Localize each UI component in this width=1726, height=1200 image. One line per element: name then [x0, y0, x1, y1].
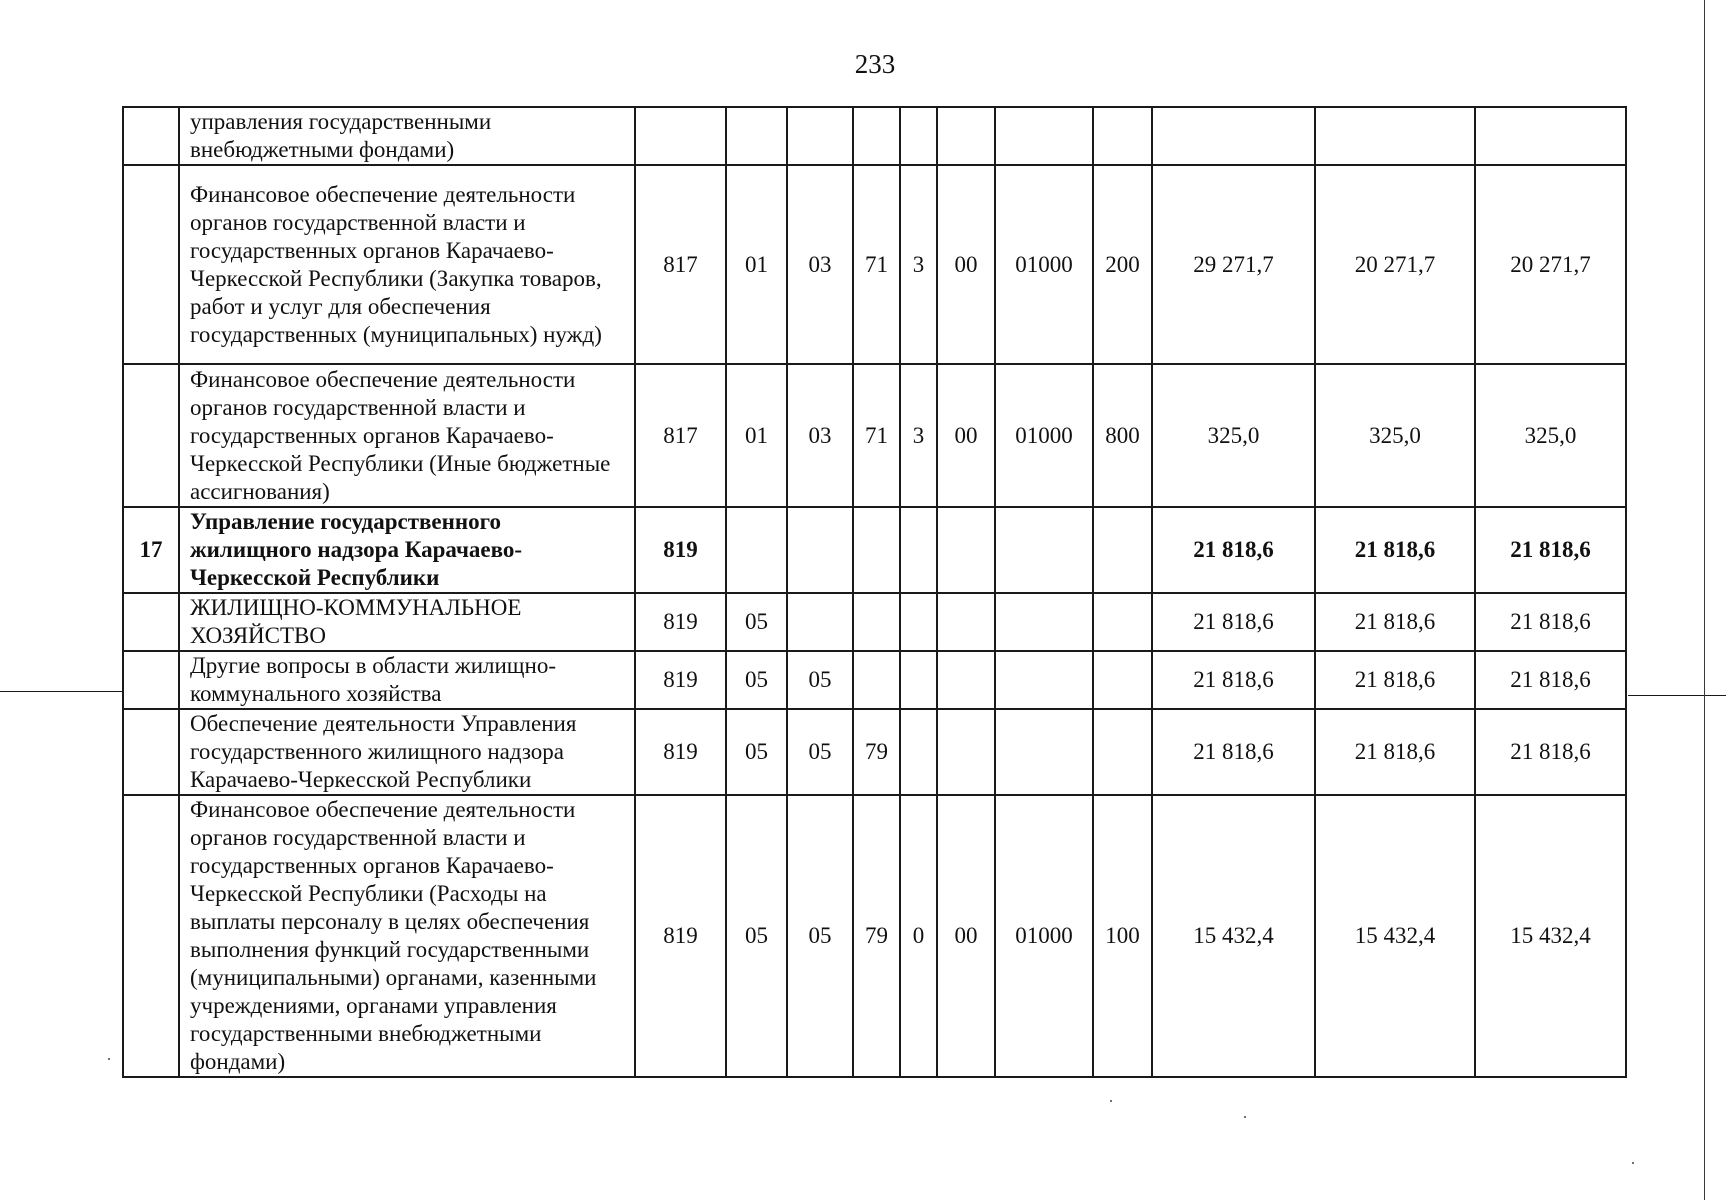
row-name-cell: Обеспечение деятельности Управления государственного жилищного надзора Карачаево-Черкесской Республики — [179, 709, 635, 795]
activity-code-cell — [937, 709, 995, 795]
admin-code-cell: 817 — [635, 165, 726, 364]
program-code-cell — [853, 507, 900, 593]
amount-year3-cell: 20 271,7 — [1475, 165, 1626, 364]
section-code-cell: 05 — [726, 651, 787, 709]
subsection-code-cell: 03 — [787, 165, 853, 364]
row-name-cell: Финансовое обеспечение деятельности органов государственной власти и государственных органов Карачаево-Черкесской Республики (Иные бюджетные ассигнования) — [179, 364, 635, 507]
amount-year3-cell: 325,0 — [1475, 364, 1626, 507]
direction-code-cell: 01000 — [995, 795, 1093, 1077]
amount-year2-cell — [1315, 107, 1475, 165]
admin-code-cell: 819 — [635, 795, 726, 1077]
expense-type-cell: 200 — [1093, 165, 1152, 364]
row-name-cell: управления государственными внебюджетными фондами) — [179, 107, 635, 165]
right-margin-rule — [1628, 695, 1726, 696]
table-row — [123, 795, 1626, 1077]
scan-speck — [1110, 1100, 1112, 1102]
direction-code-cell — [995, 107, 1093, 165]
amount-year3-cell: 15 432,4 — [1475, 795, 1626, 1077]
budget-table — [122, 106, 1627, 1078]
row-number-cell — [123, 593, 179, 651]
amount-year3-cell — [1475, 107, 1626, 165]
left-margin-rule — [0, 691, 122, 692]
subsection-code-cell — [787, 107, 853, 165]
row-name-cell: Управление государственного жилищного надзора Карачаево-Черкесской Республики — [179, 507, 635, 593]
row-number-cell — [123, 709, 179, 795]
subprogram-code-cell — [900, 107, 937, 165]
amount-year1-cell — [1152, 107, 1315, 165]
amount-year1-cell: 21 818,6 — [1152, 709, 1315, 795]
table-row — [123, 593, 1626, 651]
amount-year2-cell: 21 818,6 — [1315, 593, 1475, 651]
budget-table-body — [123, 107, 1626, 1077]
table-row — [123, 709, 1626, 795]
row-name-cell: Финансовое обеспечение деятельности органов государственной власти и государственных органов Карачаево-Черкесской Республики (Закупка товаров, работ и услуг для обеспечения государственных (муниципальных) нужд) — [179, 165, 635, 364]
section-code-cell — [726, 107, 787, 165]
expense-type-cell — [1093, 651, 1152, 709]
amount-year2-cell: 325,0 — [1315, 364, 1475, 507]
activity-code-cell: 00 — [937, 165, 995, 364]
row-number-cell: 17 — [123, 507, 179, 593]
program-code-cell: 71 — [853, 364, 900, 507]
table-row — [123, 651, 1626, 709]
expense-type-cell — [1093, 107, 1152, 165]
program-code-cell — [853, 107, 900, 165]
activity-code-cell: 00 — [937, 795, 995, 1077]
subprogram-code-cell — [900, 507, 937, 593]
activity-code-cell — [937, 593, 995, 651]
admin-code-cell — [635, 107, 726, 165]
amount-year2-cell: 21 818,6 — [1315, 651, 1475, 709]
direction-code-cell: 01000 — [995, 364, 1093, 507]
expense-type-cell — [1093, 507, 1152, 593]
row-name-cell: ЖИЛИЩНО-КОММУНАЛЬНОЕ ХОЗЯЙСТВО — [179, 593, 635, 651]
amount-year1-cell: 325,0 — [1152, 364, 1315, 507]
amount-year2-cell: 21 818,6 — [1315, 709, 1475, 795]
subsection-code-cell — [787, 593, 853, 651]
program-code-cell — [853, 651, 900, 709]
table-row — [123, 165, 1626, 364]
amount-year1-cell: 21 818,6 — [1152, 507, 1315, 593]
subprogram-code-cell: 0 — [900, 795, 937, 1077]
program-code-cell — [853, 593, 900, 651]
section-code-cell: 05 — [726, 709, 787, 795]
program-code-cell: 79 — [853, 795, 900, 1077]
table-row — [123, 507, 1626, 593]
admin-code-cell: 817 — [635, 364, 726, 507]
amount-year2-cell: 20 271,7 — [1315, 165, 1475, 364]
subsection-code-cell: 03 — [787, 364, 853, 507]
expense-type-cell — [1093, 709, 1152, 795]
amount-year3-cell: 21 818,6 — [1475, 709, 1626, 795]
subsection-code-cell: 05 — [787, 709, 853, 795]
scan-speck — [1632, 1162, 1634, 1164]
program-code-cell: 79 — [853, 709, 900, 795]
amount-year1-cell: 29 271,7 — [1152, 165, 1315, 364]
subprogram-code-cell: 3 — [900, 364, 937, 507]
amount-year1-cell: 21 818,6 — [1152, 651, 1315, 709]
program-code-cell: 71 — [853, 165, 900, 364]
subsection-code-cell: 05 — [787, 795, 853, 1077]
activity-code-cell: 00 — [937, 364, 995, 507]
amount-year1-cell: 15 432,4 — [1152, 795, 1315, 1077]
admin-code-cell: 819 — [635, 651, 726, 709]
section-code-cell — [726, 507, 787, 593]
row-number-cell — [123, 795, 179, 1077]
scan-edge-line — [1704, 0, 1705, 1200]
section-code-cell: 05 — [726, 795, 787, 1077]
amount-year2-cell: 15 432,4 — [1315, 795, 1475, 1077]
activity-code-cell — [937, 651, 995, 709]
amount-year3-cell: 21 818,6 — [1475, 507, 1626, 593]
subprogram-code-cell — [900, 593, 937, 651]
section-code-cell: 01 — [726, 165, 787, 364]
page-number: 233 — [854, 49, 896, 79]
direction-code-cell: 01000 — [995, 165, 1093, 364]
direction-code-cell — [995, 507, 1093, 593]
admin-code-cell: 819 — [635, 507, 726, 593]
amount-year3-cell: 21 818,6 — [1475, 593, 1626, 651]
row-number-cell — [123, 107, 179, 165]
subprogram-code-cell — [900, 709, 937, 795]
scan-speck — [108, 1058, 110, 1060]
row-name-cell: Другие вопросы в области жилищно-коммунального хозяйства — [179, 651, 635, 709]
row-number-cell — [123, 651, 179, 709]
direction-code-cell — [995, 709, 1093, 795]
admin-code-cell: 819 — [635, 709, 726, 795]
expense-type-cell — [1093, 593, 1152, 651]
activity-code-cell — [937, 507, 995, 593]
amount-year1-cell: 21 818,6 — [1152, 593, 1315, 651]
direction-code-cell — [995, 651, 1093, 709]
amount-year2-cell: 21 818,6 — [1315, 507, 1475, 593]
admin-code-cell: 819 — [635, 593, 726, 651]
expense-type-cell: 800 — [1093, 364, 1152, 507]
table-row — [123, 364, 1626, 507]
activity-code-cell — [937, 107, 995, 165]
row-number-cell — [123, 165, 179, 364]
subsection-code-cell — [787, 507, 853, 593]
amount-year3-cell: 21 818,6 — [1475, 651, 1626, 709]
direction-code-cell — [995, 593, 1093, 651]
subsection-code-cell: 05 — [787, 651, 853, 709]
section-code-cell: 01 — [726, 364, 787, 507]
section-code-cell: 05 — [726, 593, 787, 651]
scan-speck — [1244, 1116, 1246, 1118]
table-row — [123, 107, 1626, 165]
row-name-cell: Финансовое обеспечение деятельности органов государственной власти и государственных органов Карачаево-Черкесской Республики (Расходы на выплаты персоналу в целях обеспечения выполнения функций государственными (муниципальными) органами, казенными учреждениями, органами управления государственными внебюджетными фондами) — [179, 795, 635, 1077]
row-number-cell — [123, 364, 179, 507]
subprogram-code-cell — [900, 651, 937, 709]
subprogram-code-cell: 3 — [900, 165, 937, 364]
expense-type-cell: 100 — [1093, 795, 1152, 1077]
